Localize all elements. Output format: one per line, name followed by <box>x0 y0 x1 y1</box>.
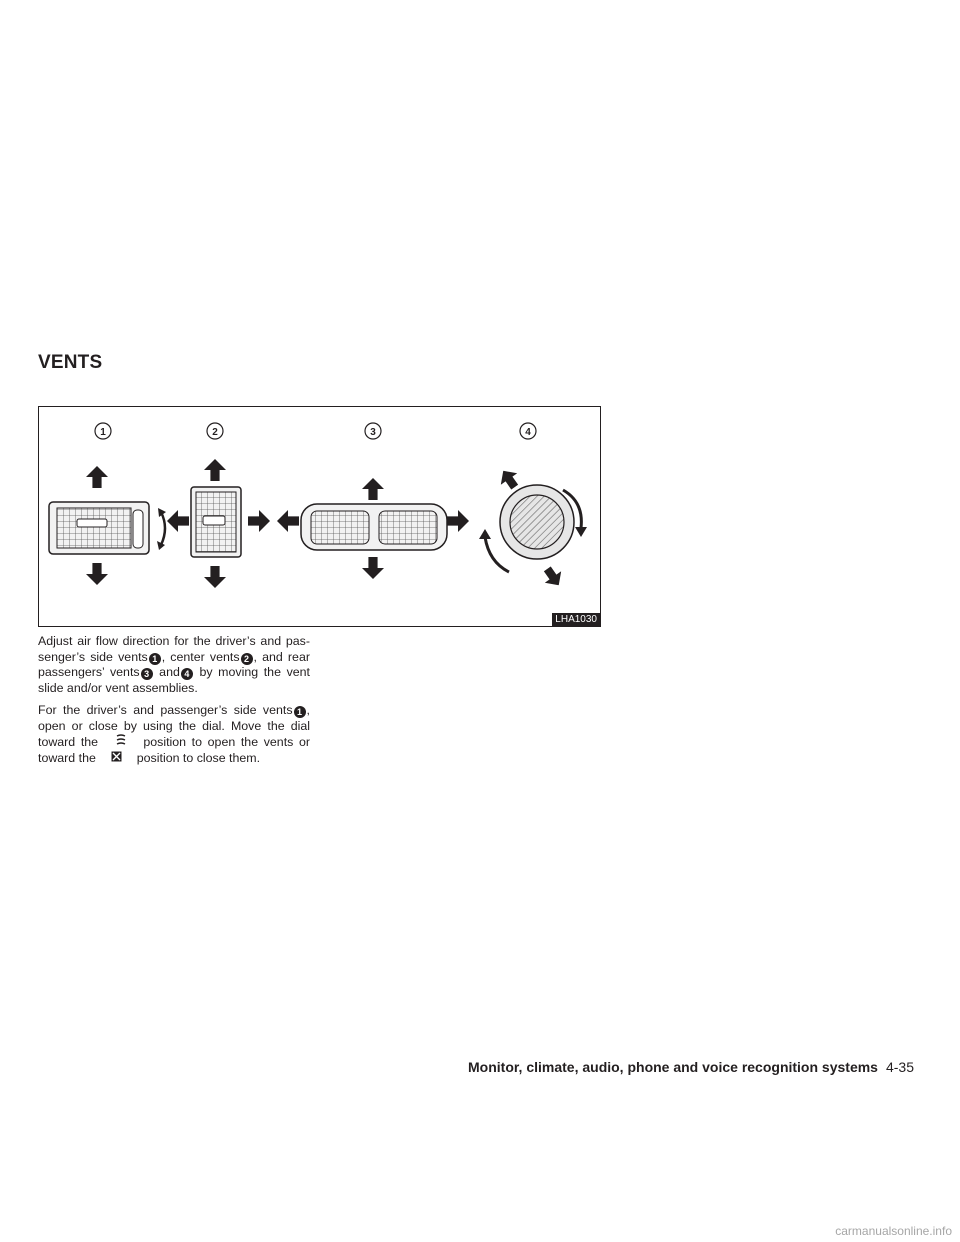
vent-diagram <box>39 407 602 628</box>
callout-4 <box>520 423 536 439</box>
p2-text-c: position to open the vents or toward the <box>38 735 310 765</box>
callout-1-label: 1 <box>100 427 106 438</box>
circled-4: 4 <box>181 668 193 680</box>
p1-text-d: and <box>153 665 180 679</box>
callout-3 <box>365 423 381 439</box>
callout-2 <box>207 423 223 439</box>
callout-2-label: 2 <box>212 427 218 438</box>
p1-text-e: by moving the vent slide and/or vent assemblies. <box>38 665 310 695</box>
callout-4-label: 4 <box>525 427 531 438</box>
vent-illustration <box>38 406 601 627</box>
p1-text-c: , and rear passengers’ vents <box>38 649 310 679</box>
page-footer <box>468 1059 914 1075</box>
watermark: carmanualsonline.info <box>835 1224 952 1238</box>
figure-code: LHA1030 <box>552 613 600 626</box>
callout-3-label: 3 <box>370 427 376 438</box>
round-vent-4 <box>479 465 587 591</box>
page-number: 4-35 <box>885 1059 914 1075</box>
section-heading: VENTS <box>38 352 103 373</box>
center-vent-2 <box>167 459 270 588</box>
circled-1: 1 <box>294 706 306 718</box>
circled-2: 2 <box>241 653 253 665</box>
p1-text-a: Adjust air flow direction for the driver’s and pas- senger’s side vents <box>38 634 310 664</box>
closed-vent-icon <box>99 751 133 767</box>
circled-1: 1 <box>149 653 161 665</box>
circled-3: 3 <box>141 668 153 680</box>
footer-section-title: Monitor, climate, audio, phone and voice recognition systems <box>468 1059 878 1075</box>
rear-vent-3 <box>277 478 469 579</box>
p2-text-d: position to close them. <box>136 750 261 765</box>
p1-text-b: , center vents <box>161 649 240 664</box>
paragraph-dial-operation <box>38 703 310 766</box>
paragraph-vent-directions <box>38 634 310 696</box>
open-vent-icon <box>104 734 138 751</box>
side-vent-1 <box>49 466 166 585</box>
callout-1 <box>95 423 111 439</box>
p2-text-a: For the driver’s and passenger’s side vents <box>38 703 293 717</box>
p2-text-b: , open or close by using the dial. Move the dial toward the <box>38 703 310 749</box>
